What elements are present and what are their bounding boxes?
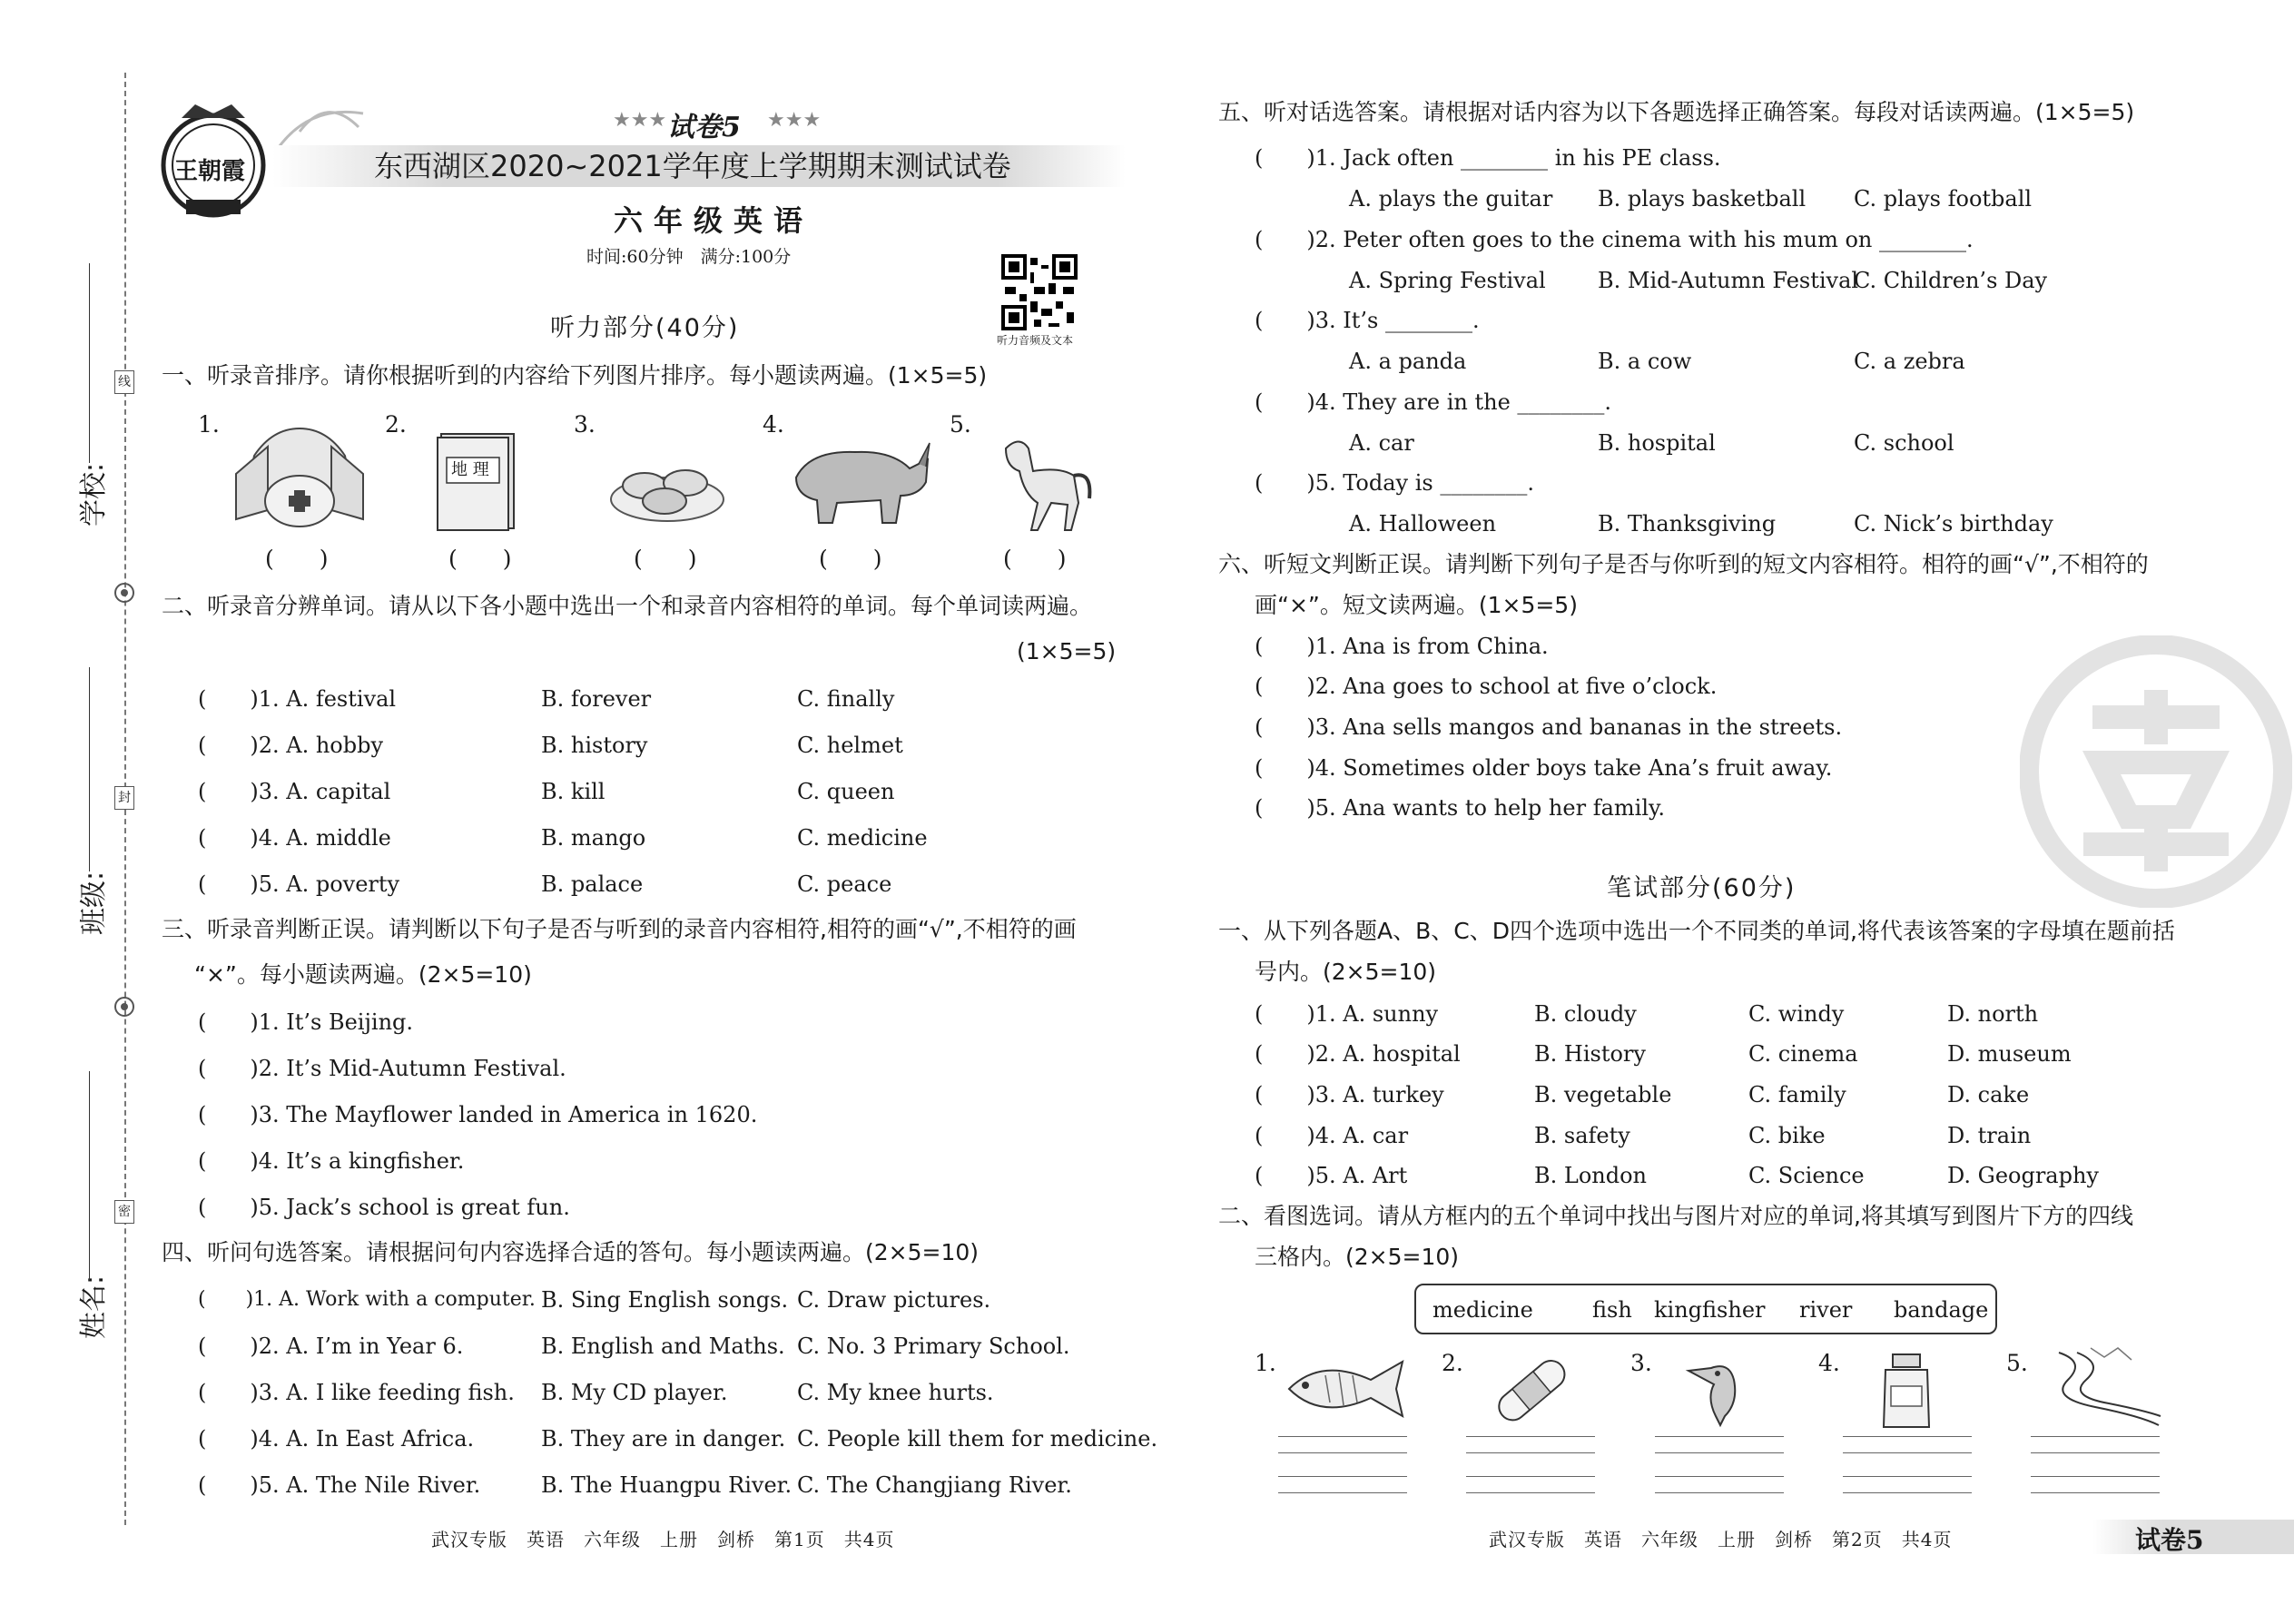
- listening-s5-heading: 五、听对话选答案。请根据对话内容为以下各题选择正确答案。每段对话读两遍。(1×5=5): [1218, 99, 2135, 125]
- seal-mark-3: 密: [114, 1200, 134, 1224]
- writing-line[interactable]: [1278, 1492, 1407, 1493]
- picture-number: 3.: [574, 411, 596, 438]
- word-option: fish: [1592, 1297, 1632, 1323]
- listening-s3-item[interactable]: ( )5. Jack’s school is great fun.: [198, 1195, 570, 1220]
- writing-line[interactable]: [2031, 1436, 2160, 1437]
- series-star-row: ★★★: [613, 109, 667, 132]
- listening-s2-score: (1×5=5): [1017, 638, 1117, 664]
- writing-line[interactable]: [1466, 1436, 1595, 1437]
- series-label: 试卷5: [667, 112, 741, 143]
- qr-code[interactable]: [1001, 254, 1078, 330]
- listening-s5-question[interactable]: ( )1. Jack often ________ in his PE class.: [1255, 145, 1721, 171]
- footer-right: 武汉专版 英语 六年级 上册 剑桥 第2页 共4页: [1489, 1529, 1953, 1550]
- qr-caption: 听力音频及文本: [997, 334, 1074, 347]
- helmet-picture: [227, 419, 372, 537]
- class-field[interactable]: [89, 667, 90, 871]
- writing-line[interactable]: [1466, 1492, 1595, 1493]
- subject-title: 六年级英语: [614, 203, 814, 238]
- seal-mark-1: 线: [114, 370, 134, 394]
- listening-s3-item[interactable]: ( )4. It’s a kingfisher.: [198, 1148, 465, 1174]
- listening-title: 听力部分(40分): [550, 314, 740, 342]
- bandage-picture: [1489, 1350, 1575, 1432]
- word-option: bandage: [1894, 1297, 1989, 1323]
- writing-line[interactable]: [1655, 1476, 1784, 1477]
- writing-line[interactable]: [1655, 1436, 1784, 1437]
- writing-line[interactable]: [1466, 1476, 1595, 1477]
- picture-number: 1.: [1255, 1350, 1276, 1376]
- listening-s6-heading: 六、听短文判断正误。请判断下列句子是否与你听到的短文内容相符。相符的画“√”,不相符的: [1218, 551, 2149, 577]
- picture-number: 1.: [198, 411, 220, 438]
- writing-line[interactable]: [1278, 1476, 1407, 1477]
- exam-title: 东西湖区2020~2021学年度上学期期末测试试卷: [374, 149, 1011, 183]
- order-blank[interactable]: ( ): [634, 546, 697, 572]
- medicine-picture: [1875, 1350, 1938, 1432]
- name-label: 姓名:: [78, 1275, 110, 1339]
- school-field[interactable]: [89, 263, 90, 463]
- watermark-stamp: [2020, 635, 2292, 908]
- listening-s3-item[interactable]: ( )2. It’s Mid-Autumn Festival.: [198, 1056, 566, 1081]
- listening-s6-item[interactable]: ( )5. Ana wants to help her family.: [1255, 795, 1665, 821]
- writing-line[interactable]: [2031, 1476, 2160, 1477]
- listening-s3-item[interactable]: ( )1. It’s Beijing.: [198, 1009, 414, 1035]
- writing-line[interactable]: [2031, 1452, 2160, 1453]
- series-star-row: ★★★: [767, 109, 822, 132]
- writing-s1-heading: 一、从下列各题A、B、C、D四个选项中选出一个不同类的单词,将代表该答案的字母填在题前括: [1218, 918, 2175, 944]
- writing-line[interactable]: [1843, 1476, 1972, 1477]
- book-label: 地 理: [451, 460, 489, 479]
- picture-number: 5.: [950, 411, 971, 438]
- mooncake-picture: [608, 445, 726, 527]
- scissors-icon: [113, 995, 136, 1019]
- listening-s5-question[interactable]: ( )4. They are in the ________.: [1255, 389, 1612, 415]
- listening-s6-item[interactable]: ( )1. Ana is from China.: [1255, 634, 1549, 659]
- listening-s3-heading-cont: “×”。每小题读两遍。(2×5=10): [194, 961, 532, 988]
- picture-number: 2.: [385, 411, 407, 438]
- writing-line[interactable]: [1278, 1436, 1407, 1437]
- order-blank[interactable]: ( ): [1003, 546, 1067, 572]
- word-option: medicine: [1433, 1297, 1533, 1323]
- writing-line[interactable]: [1843, 1452, 1972, 1453]
- listening-s2-heading: 二、听录音分辨单词。请从以下各小题中选出一个和录音内容相符的单词。每个单词读两遍。: [162, 593, 1093, 619]
- time-score: 时间:60分钟 满分:100分: [586, 247, 792, 267]
- writing-line[interactable]: [1655, 1452, 1784, 1453]
- logo-text: 王朝霞: [174, 158, 246, 185]
- listening-s5-question[interactable]: ( )2. Peter often goes to the cinema with his mum on ________.: [1255, 227, 1974, 252]
- listening-s5-question[interactable]: ( )3. It’s ________.: [1255, 308, 1480, 333]
- order-blank[interactable]: ( ): [819, 546, 882, 572]
- writing-line[interactable]: [1278, 1452, 1407, 1453]
- book-picture: [434, 430, 517, 532]
- school-label: 学校:: [78, 462, 110, 527]
- writing-title: 笔试部分(60分): [1607, 874, 1797, 902]
- picture-number: 4.: [763, 411, 784, 438]
- writing-line[interactable]: [1843, 1436, 1972, 1437]
- listening-s5-question[interactable]: ( )5. Today is ________.: [1255, 470, 1534, 496]
- fish-picture: [1280, 1353, 1412, 1425]
- picture-number: 5.: [2006, 1350, 2028, 1376]
- listening-s6-item[interactable]: ( )4. Sometimes older boys take Ana’s fruit away.: [1255, 755, 1833, 781]
- listening-s3-item[interactable]: ( )3. The Mayflower landed in America in 1620.: [198, 1102, 758, 1127]
- scissors-icon: [113, 581, 136, 605]
- picture-number: 4.: [1818, 1350, 1840, 1376]
- name-field[interactable]: [89, 1071, 90, 1280]
- word-option: kingfisher: [1654, 1297, 1766, 1323]
- writing-s2-heading-cont: 三格内。(2×5=10): [1255, 1244, 1460, 1270]
- listening-s1-heading: 一、听录音排序。请你根据听到的内容给下列图片排序。每小题读两遍。(1×5=5): [162, 362, 988, 389]
- footer-tag: 试卷5: [2135, 1525, 2204, 1555]
- listening-s3-heading: 三、听录音判断正误。请判断以下句子是否与听到的录音内容相符,相符的画“√”,不相符的画: [162, 916, 1077, 942]
- writing-s2-heading: 二、看图选词。请从方框内的五个单词中找出与图片对应的单词,将其填写到图片下方的四线: [1218, 1203, 2133, 1229]
- picture-number: 2.: [1442, 1350, 1463, 1376]
- footer-left: 武汉专版 英语 六年级 上册 剑桥 第1页 共4页: [431, 1529, 895, 1550]
- word-option: river: [1799, 1297, 1853, 1323]
- class-label: 班级:: [78, 871, 110, 935]
- listening-s6-heading-cont: 画“×”。短文读两遍。(1×5=5): [1255, 592, 1578, 618]
- listening-s4-heading: 四、听问句选答案。请根据问句内容选择合适的答句。每小题读两遍。(2×5=10): [162, 1239, 980, 1265]
- listening-s6-item[interactable]: ( )3. Ana sells mangos and bananas in the streets.: [1255, 714, 1843, 740]
- kingfisher-picture: [1679, 1348, 1761, 1430]
- horse-picture: [988, 430, 1097, 539]
- writing-line[interactable]: [1466, 1452, 1595, 1453]
- seal-mark-2: 封: [114, 786, 134, 810]
- listening-s6-item[interactable]: ( )2. Ana goes to school at five o’clock.: [1255, 674, 1718, 699]
- writing-line[interactable]: [1843, 1492, 1972, 1493]
- picture-number: 3.: [1630, 1350, 1652, 1376]
- writing-line[interactable]: [1655, 1492, 1784, 1493]
- river-picture: [2041, 1343, 2163, 1430]
- rhino-picture: [783, 432, 937, 532]
- writing-s1-heading-cont: 号内。(2×5=10): [1255, 959, 1437, 985]
- writing-line[interactable]: [2031, 1492, 2160, 1493]
- order-blank[interactable]: ( ): [265, 546, 329, 572]
- order-blank[interactable]: ( ): [448, 546, 512, 572]
